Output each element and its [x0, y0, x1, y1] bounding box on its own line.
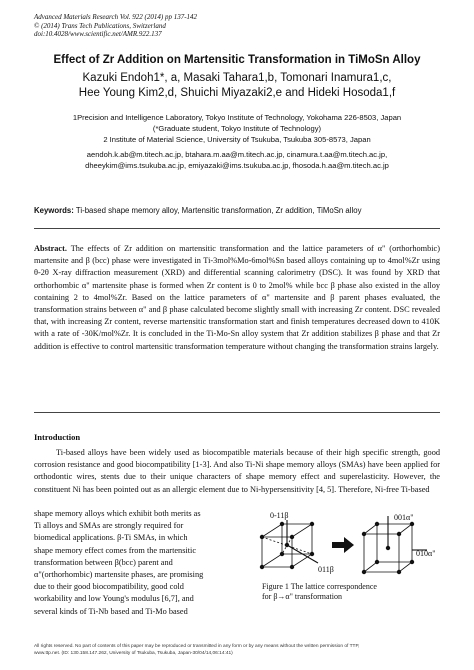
footer-line-2: www.ttp.net. (ID: 130.158.147.262, University of Tsukuba, Tsukuba, Japan-30/04/14,06:14:41) [34, 650, 233, 656]
ortho-010-label: 010α" [416, 549, 436, 558]
journal-header [34, 13, 197, 39]
paper-title: Effect of Zr Addition on Martensitic Transformation in TiMoSn Alloy [53, 54, 421, 66]
intro-col-line: Ti alloys and SMAs are strongly required for [34, 521, 184, 531]
keywords-text: Ti-based shape memory alloy, Martensitic transformation, Zr addition, TiMoSn alloy [75, 206, 362, 215]
abstract-label: Abstract. [34, 244, 67, 253]
intro-col-line: due to their good biocompatibility, good cold [34, 582, 184, 592]
authors-block [0, 71, 474, 101]
introduction-heading: Introduction [34, 432, 81, 442]
bcc-011-label: 011β [318, 565, 334, 574]
keywords [34, 206, 361, 215]
journal-citation: Advanced Materials Research Vol. 922 (2014) pp 137-142 [34, 13, 198, 21]
figure-caption-line-1: Figure 1 The lattice correspondence [262, 582, 377, 591]
divider-top [34, 228, 440, 229]
keywords-label: Keywords: [34, 206, 74, 215]
intro-col-line: biomedical applications. β-Ti SMAs, in which [34, 533, 188, 543]
abstract [34, 243, 440, 353]
email-line-2[interactable]: dheeykim@ims.tsukuba.ac.jp, emiyazaki@ims.tsukuba.ac.jp, fhosoda.h.aa@m.titech.ac.jp [85, 161, 389, 170]
copyright-line: © (2014) Trans Tech Publications, Switzerland [34, 21, 166, 30]
affiliation-1: 1Precision and Intelligence Laboratory, Tokyo Institute of Technology, Yokohama 226-8503, Japan [72, 113, 402, 122]
affiliations [30, 112, 444, 171]
introduction-column [34, 508, 230, 618]
abstract-text: The effects of Zr addition on martensitic transformation and the lattice parameters of α" (orthorhombic) martensite and β (bcc) phase were investigated in Ti-3mol%Mo-6mol%Sn based alloys containing up to 4mol%Zr using θ-2θ X-ray diffraction measurement (XRD) and differential scanning calorimetry (DSC). It was found by XRD that orthorhombic α" martensite phase is formed when Zr content is 0 to 2mol% while bcc β phase also existed in the alloy containing 2 to 4mol%Zr. Based on the lattice parameters of α" martensite and β parent phases evaluated, the transformation strains between α" and β phase calculated become slightly small with increasing Zr content. DSC revealed that, with increasing Zr content, reverse martensitic transformation start and finish temperatures decreased down to 410K with a rate of -30K/mol%Zr. It is concluded in the Ti-Mo-Sn alloy system that Zr addition stabilizes β phase and that Zr addition is effective to control martensitic transformation temperature without changing the transformation strains largely. [34, 244, 440, 351]
bcc-direction-label: 0-11β [270, 512, 289, 520]
intro-col-line: several kinds of Ti-Nb based and Ti-Mo based [34, 606, 188, 616]
affiliation-2: 2 Institute of Material Science, University of Tsukuba, Tsukuba 305-8573, Japan [103, 135, 371, 144]
intro-col-line: shape memory effect comes from the martensitic [34, 545, 197, 555]
footer-line-1: All rights reserved. No part of contents of this paper may be reproduced or transmitted in any form or by any means without the written permission of TTP, [34, 644, 360, 649]
lattice-correspondence-figure [252, 512, 452, 582]
divider-bottom [34, 412, 440, 413]
figure-caption [262, 582, 442, 602]
copyright-footer [34, 644, 444, 657]
intro-col-line: transformation between β(bcc) parent and [34, 557, 173, 567]
authors-line-1: Kazuki Endoh1*, a, Masaki Tahara1,b, Tomonari Inamura1,c, [82, 72, 392, 84]
intro-col-line: workability and low Young's modulus [6,7], and [34, 594, 194, 604]
figure-caption-line-2: for β→α" transformation [262, 592, 342, 601]
transformation-arrow-icon [332, 537, 354, 553]
ortho-001-label: 001α" [394, 513, 414, 522]
intro-col-line: α"(orthorhombic) martensite phases, are promising [34, 570, 204, 580]
intro-col-line: shape memory alloys which exhibit both merits as [34, 509, 201, 518]
authors-line-2: Hee Young Kim2,d, Shuichi Miyazaki2,e and Hideki Hosoda1,f [78, 87, 396, 99]
doi-link[interactable]: doi:10.4028/www.scientific.net/AMR.922.137 [34, 30, 162, 38]
affiliation-note: (*Graduate student, Tokyo Institute of Technology) [152, 124, 322, 133]
email-line-1[interactable]: aendoh.k.ab@m.titech.ac.jp, btahara.m.aa@m.titech.ac.jp, cinamura.t.aa@m.titech.ac.jp, [86, 150, 388, 159]
introduction-full-width: Ti-based alloys have been widely used as biocompatible materials because of their high specific strength, good corrosion resistance and good biocompatibility [1-3]. And also Ti-Ni shape memory alloys (SMAs) have been applied for orthodontic wires, stents due to their unique characters of shape memory effect and superelasticity. However, the constituent Ni has been pointed out as an allergic element due to Ni-hypersensitivity [4, 5]. Therefore, Ni-free Ti-based [34, 448, 440, 494]
